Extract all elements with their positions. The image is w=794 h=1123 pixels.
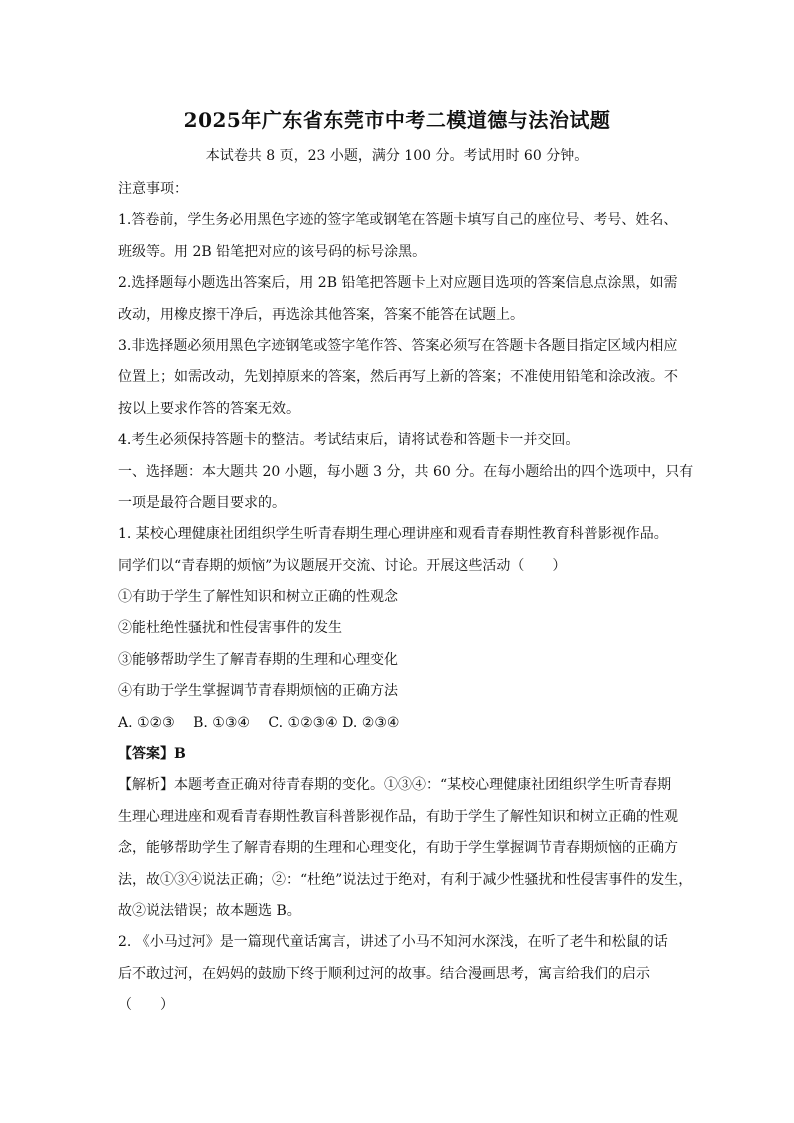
- document-title: 2025年广东省东莞市中考二模道德与法治试题: [183, 108, 611, 132]
- question-1-stem-line-2: 同学们以“青春期的烦恼”为议题展开交流、讨论。开展这些活动（ ）: [118, 557, 567, 574]
- question-1-options: A. ①②③ B. ①③④ C. ①②③④ D. ②③④: [118, 714, 400, 731]
- question-2-stem-line-2: 后不敢过河，在妈妈的鼓励下终于顺利过河的故事。结合漫画思考，寓言给我们的启示: [118, 965, 650, 982]
- question-2-stem-line-3: （ ）: [118, 997, 174, 1014]
- notice-item-4: 4.考生必须保持答题卡的整洁。考试结束后，请将试卷和答题卡一并交回。: [118, 432, 580, 449]
- question-1-statement-2: ②能杜绝性骚扰和性侵害事件的发生: [118, 620, 342, 637]
- question-1-analysis-line-4: 法，故①③④说法正确；②：“杜绝”说法过于绝对，有利于减少性骚扰和性侵害事件的发生，: [118, 871, 693, 888]
- question-1-analysis-line-5: 故②说法错误；故本题选 B。: [118, 902, 301, 919]
- notice-item-1-line-2: 班级等。用 2B 铅笔把对应的该号码的标号涂黑。: [118, 243, 427, 260]
- question-1-stem-line-1: 1. 某校心理健康社团组织学生听青春期生理心理讲座和观看青春期性教育科普影视作品。: [118, 526, 668, 543]
- question-1-statement-1: ①有助于学生了解性知识和树立正确的性观念: [118, 589, 398, 606]
- question-1-statement-3: ③能够帮助学生了解青春期的生理和心理变化: [118, 651, 398, 668]
- question-1-answer: 【答案】B: [118, 746, 186, 763]
- notice-item-2-line-1: 2.选择题每小题选出答案后，用 2B 铅笔把答题卡上对应题目选项的答案信息点涂黑，如需: [118, 275, 678, 292]
- notice-item-3-line-3: 按以上要求作答的答案无效。: [118, 400, 300, 417]
- question-2-stem-line-1: 2. 《小马过河》是一篇现代童话寓言，讲述了小马不知河水深浅，在听了老牛和松鼠的话: [118, 934, 668, 951]
- notice-item-3-line-1: 3.非选择题必须用黑色字迹钢笔或签字笔作答、答案必须写在答题卡各题目指定区域内相应: [118, 337, 678, 354]
- document-body: [118, 174, 694, 1022]
- notice-heading: 注意事项：: [118, 181, 188, 197]
- question-1-statement-4: ④有助于学生掌握调节青春期烦恼的正确方法: [118, 683, 398, 700]
- document-subtitle: 本试卷共 8 页，23 小题，满分 100 分。考试用时 60 分钟。: [205, 148, 589, 164]
- question-1-analysis-line-1: 【解析】本题考查正确对待青春期的变化。①③④：“某校心理健康社团组织学生听青春期: [118, 777, 672, 794]
- question-1-analysis-line-3: 念，能够帮助学生了解青春期的生理和心理变化，有助于学生掌握调节青春期烦恼的正确方: [118, 840, 678, 857]
- notice-item-3-line-2: 位置上；如需改动，先划掉原来的答案，然后再写上新的答案；不准使用铅笔和涂改液。不: [118, 369, 678, 386]
- notice-item-1-line-1: 1.答卷前，学生务必用黑色字迹的签字笔或钢笔在答题卡填写自己的座位号、考号、姓名、: [118, 212, 678, 229]
- section-heading-line-1: 一、选择题：本大题共 20 小题，每小题 3 分，共 60 分。在每小题给出的四个选项中，只有: [118, 463, 694, 480]
- question-1-analysis-line-2: 生理心理进座和观看青春期性教盲科普影视作品，有助于学生了解性知识和树立正确的性观: [118, 808, 678, 825]
- section-heading-line-2: 一项是最符合题目要求的。: [118, 494, 286, 511]
- notice-item-2-line-2: 改动，用橡皮擦干净后，再选涂其他答案，答案不能答在试题上。: [118, 306, 524, 323]
